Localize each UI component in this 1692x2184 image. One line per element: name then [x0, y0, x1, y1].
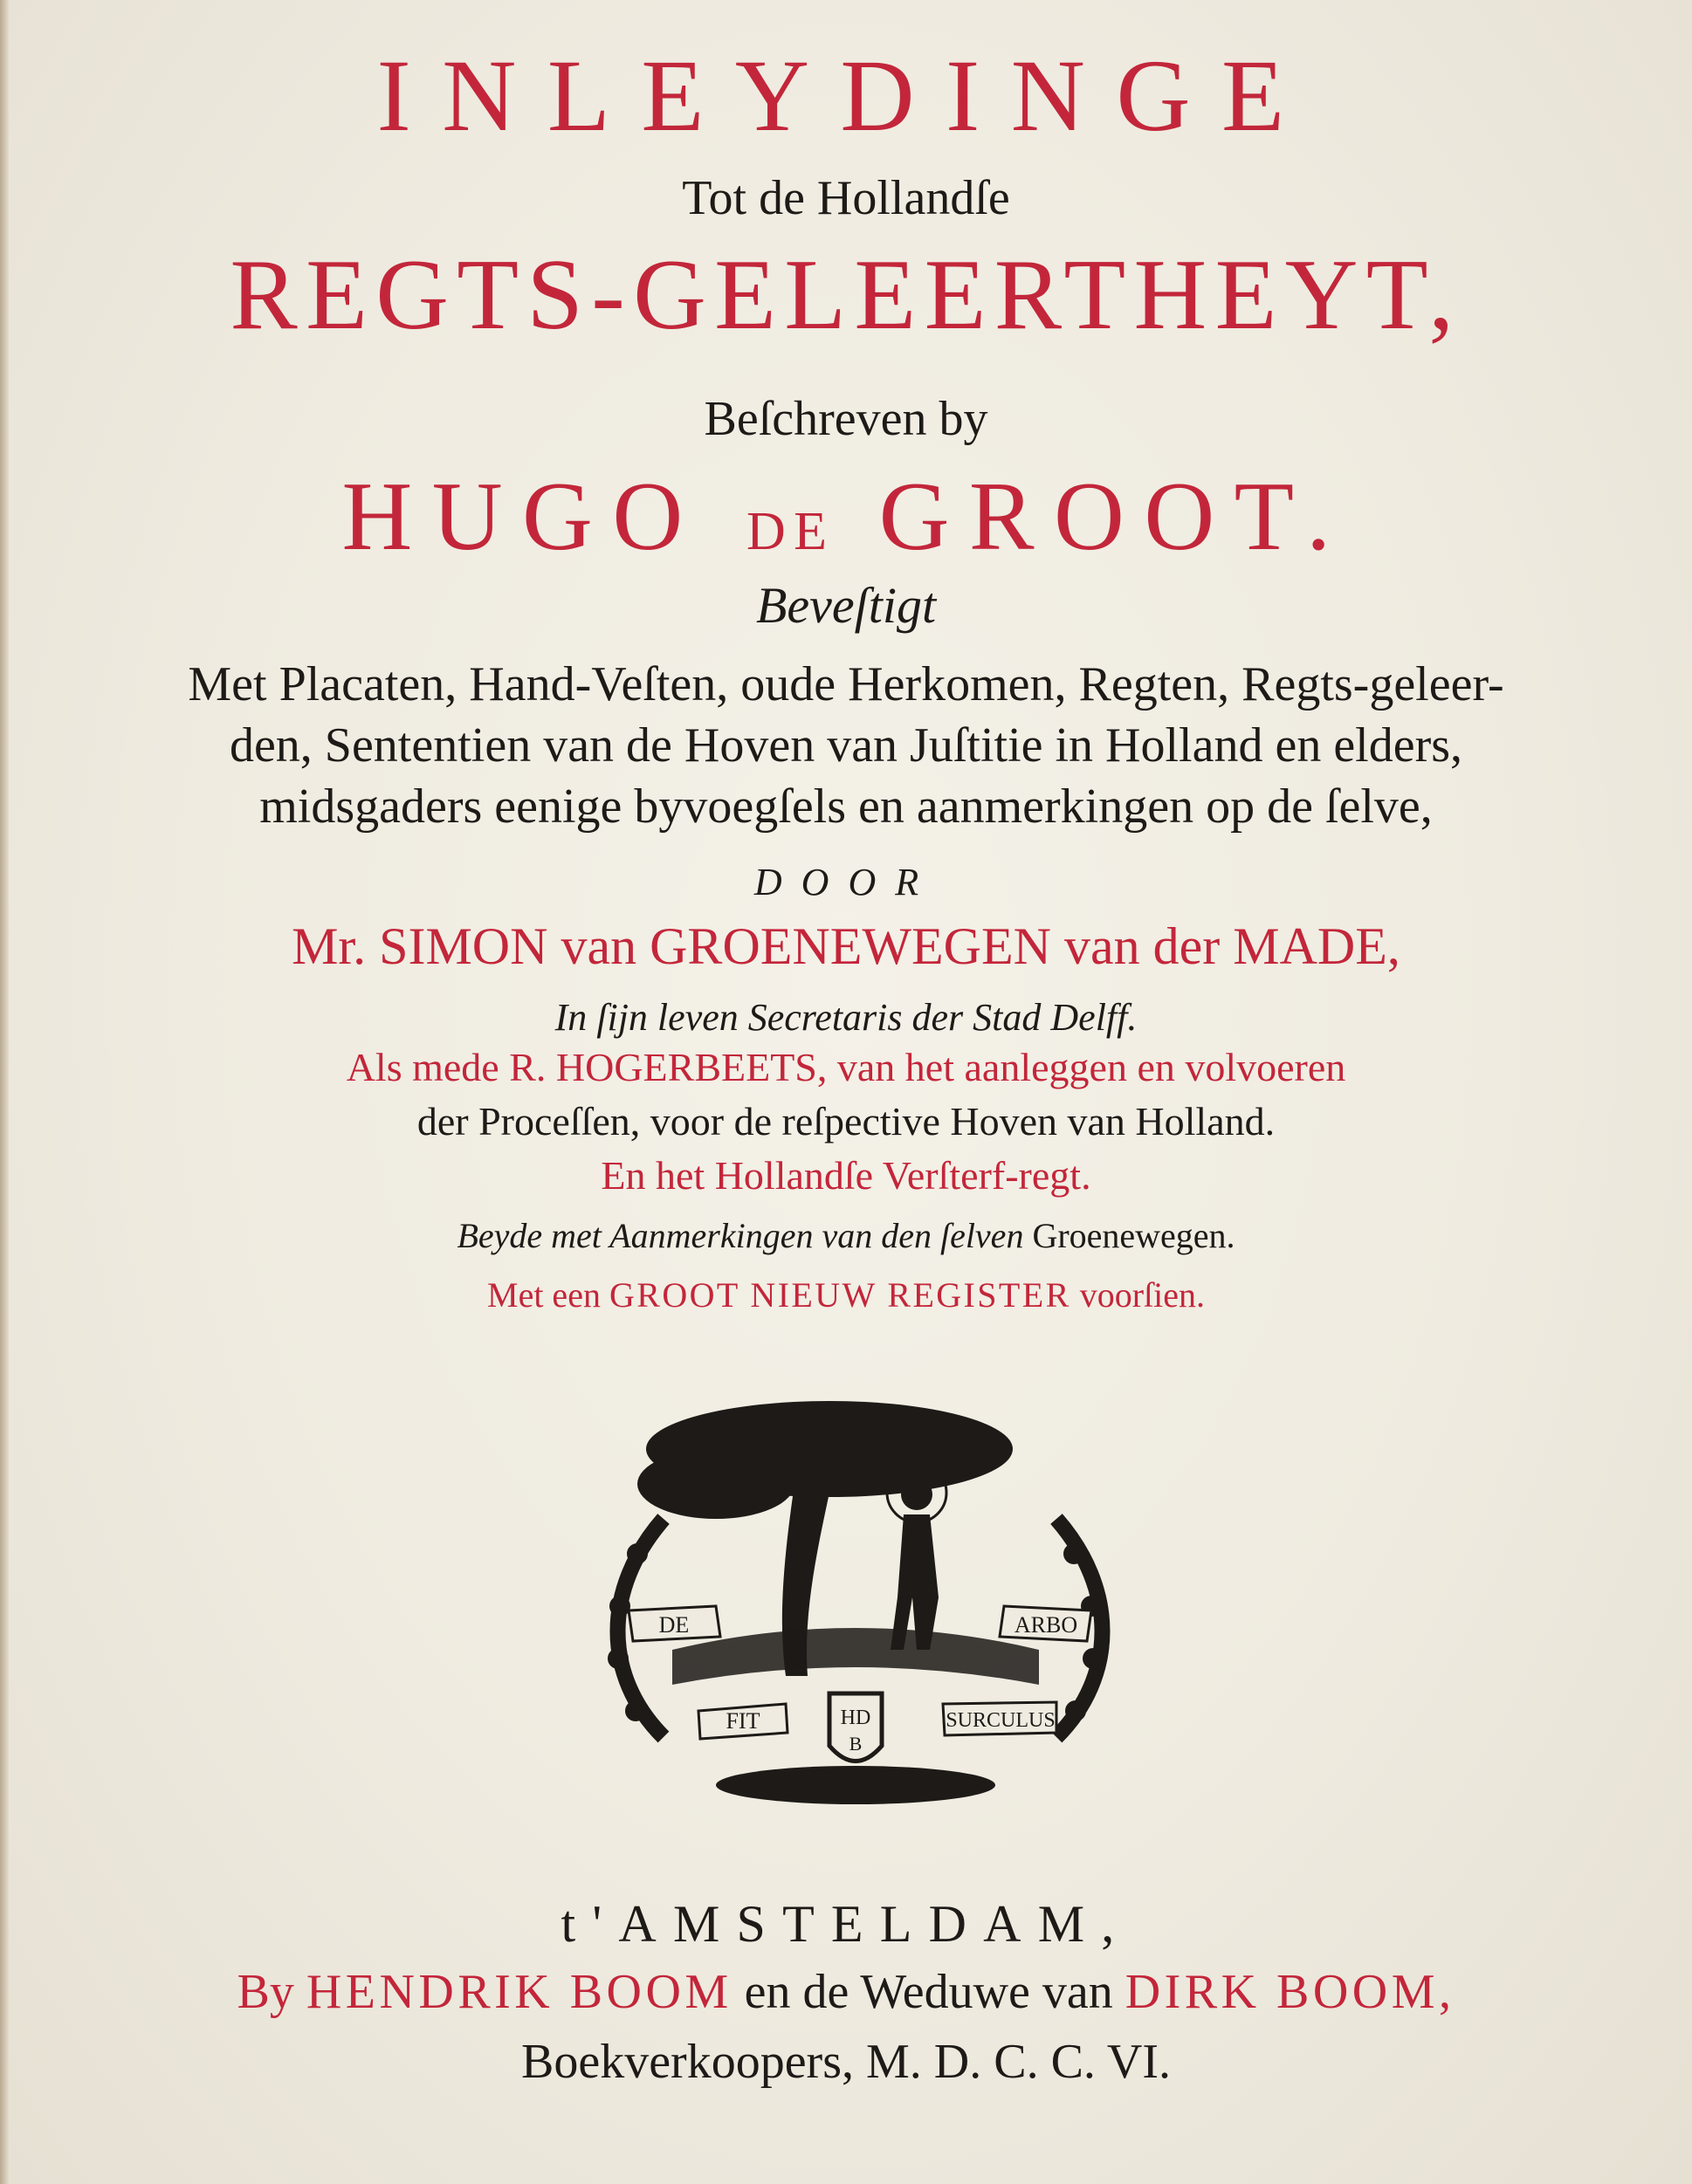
imprint-en-de: en de Weduwe van [732, 1965, 1125, 2019]
imprint-by: By [237, 1965, 306, 2019]
beyde-line [0, 1215, 1692, 1256]
register-post: voorſien. [1070, 1275, 1205, 1315]
versterf-line: En het Hollandſe Verſterf-regt. [601, 1153, 1091, 1198]
beyde-name: Groenewegen. [1032, 1216, 1235, 1255]
monogram-bottom: B [849, 1733, 863, 1755]
register-pre: Met een [487, 1275, 609, 1315]
standing-figure [891, 1514, 939, 1650]
title-regts-geleertheyt: REGTS-GELEERTHEYT, [230, 239, 1462, 351]
title-subline: Tot de Hollandſe [682, 171, 1010, 225]
motto-left: DE [658, 1612, 690, 1638]
processen-line: der Proceſſen, voor de reſpective Hoven van Holland. [416, 1099, 1276, 1144]
imprint-hendrik: HENDRIK BOOM [306, 1965, 733, 2019]
motto-right: ARBO [1014, 1612, 1078, 1638]
description-line-2: den, Sententien van de Hoven van Juſtitie in Holland en elders, [229, 718, 1463, 773]
printers-emblem [567, 1388, 1144, 1807]
register-caps: GROOT NIEUW REGISTER [609, 1275, 1071, 1315]
monogram-top: HD [840, 1707, 871, 1729]
author-first: HUGO [341, 463, 746, 571]
title-inleydinge: INLEYDINGE [376, 38, 1316, 153]
motto-bottom-left: FIT [726, 1708, 760, 1734]
imprint-publisher [0, 1964, 1692, 2020]
motto-bottom-right: SURCULUS [946, 1709, 1056, 1732]
imprint-booksellers-year: Boekverkoopers, M. D. C. C. VI. [520, 2035, 1172, 2089]
author-last: GROOT. [835, 463, 1351, 571]
imprint-dirk: DIRK BOOM, [1125, 1965, 1455, 2019]
title-beschreven-by: Beſchreven by [704, 392, 988, 446]
description-line-3: midsgaders eenige byvoegſels en aanmerkingen op de ſelve, [259, 780, 1433, 834]
description-line-1: Met Placaten, Hand-Veſten, oude Herkomen, Regten, Regts-geleer- [188, 657, 1504, 711]
editor-title: In ſijn leven Secretaris der Stad Delff. [554, 996, 1138, 1039]
hogerbeets-line: Als mede R. HOGERBEETS, van het aanleggen en volvoeren [346, 1045, 1346, 1089]
author-particle: DE [746, 502, 836, 561]
imprint-city: t'AMSTELDAM, [561, 1895, 1131, 1953]
bevestigt-heading: Beveſtigt [755, 577, 937, 634]
beyde-italic: Beyde met Aanmerkingen van den ſelven [457, 1216, 1033, 1255]
door-label: DOOR [753, 861, 939, 903]
author-name [0, 461, 1692, 573]
register-line [0, 1274, 1692, 1315]
editor-name: Mr. SIMON van GROENEWEGEN van der MADE, [292, 917, 1400, 975]
